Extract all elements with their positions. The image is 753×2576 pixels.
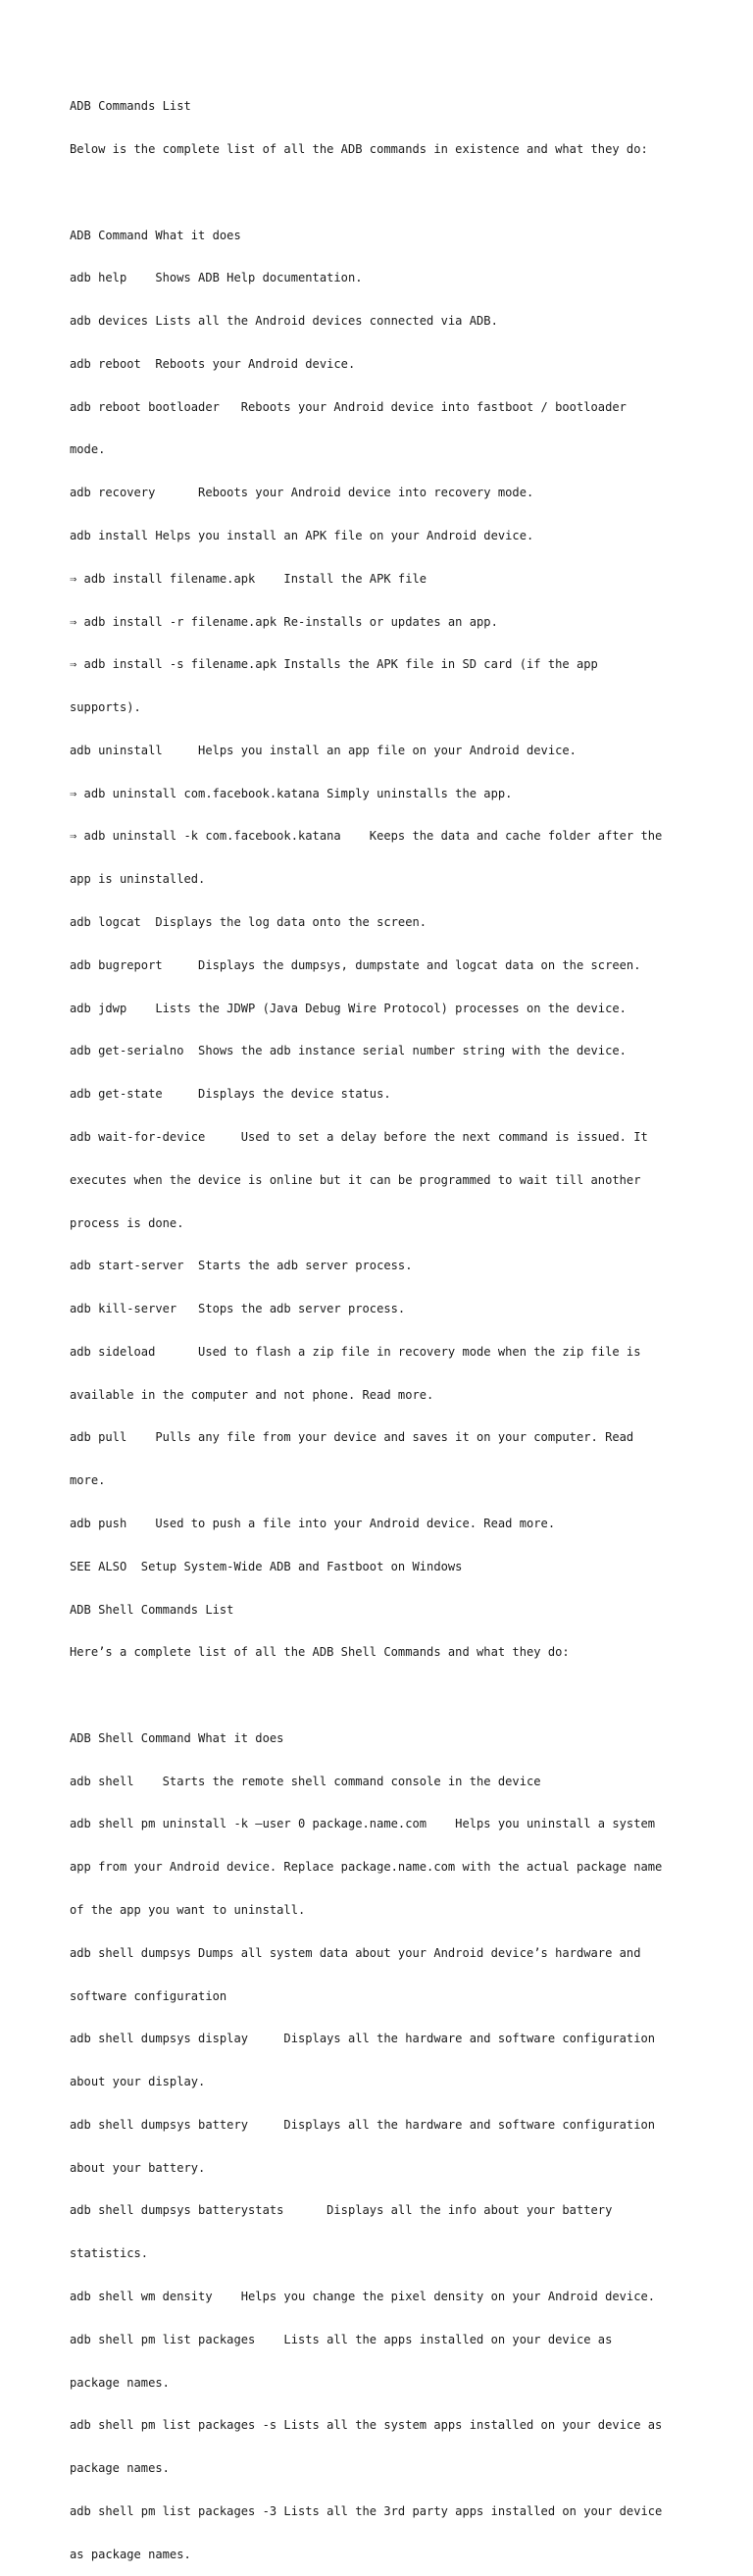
command-line: adb shell dumpsys batterystats Displays all the info about your battery — [70, 2203, 613, 2218]
command-line-continued: package names. — [70, 2375, 170, 2390]
command-line: adb shell dumpsys Dumps all system data about your Android device’s hardware and — [70, 1945, 641, 1960]
table-header: ADB Shell Command What it does — [70, 1730, 284, 1745]
command-line: adb shell pm list packages -s Lists all the system apps installed on your device as — [70, 2418, 663, 2433]
command-line-continued: supports). — [70, 700, 141, 715]
table-header: ADB Command What it does — [70, 228, 241, 242]
command-line: adb shell wm density Helps you change the pixel density on your Android device. — [70, 2290, 656, 2304]
command-line: adb shell pm uninstall -k –user 0 package.name.com Helps you uninstall a system — [70, 1817, 656, 1831]
command-line-continued: process is done. — [70, 1215, 184, 1230]
command-line: adb recovery Reboots your Android device into recovery mode. — [70, 486, 534, 500]
command-line-continued: more. — [70, 1473, 106, 1488]
command-line: ⇒ adb install filename.apk Install the APK file — [70, 571, 427, 586]
blank-line — [70, 185, 697, 200]
command-line: adb help Shows ADB Help documentation. — [70, 271, 363, 285]
command-line: adb shell Starts the remote shell command console in the device — [70, 1774, 541, 1788]
command-line: adb uninstall Helps you install an app file on your Android device. — [70, 743, 577, 757]
command-line: adb shell pm list packages -3 Lists all the 3rd party apps installed on your device — [70, 2503, 663, 2518]
doc-title: ADB Commands List — [70, 99, 191, 114]
command-line-continued: available in the computer and not phone. Read more. — [70, 1387, 434, 1402]
command-line-continued: app is uninstalled. — [70, 872, 206, 887]
command-line: adb get-serialno Shows the adb instance serial number string with the device. — [70, 1044, 627, 1058]
command-line-continued: as package names. — [70, 2547, 191, 2561]
command-line: adb logcat Displays the log data onto the screen. — [70, 915, 427, 930]
command-line: adb shell dumpsys battery Displays all the hardware and software configuration — [70, 2117, 656, 2132]
command-line-continued: about your battery. — [70, 2160, 206, 2175]
command-line: adb devices Lists all the Android devices connected via ADB. — [70, 314, 498, 329]
command-line: ⇒ adb install -s filename.apk Installs the APK file in SD card (if the app — [70, 657, 598, 672]
command-line-continued: about your display. — [70, 2075, 206, 2089]
command-line: adb jdwp Lists the JDWP (Java Debug Wire Protocol) processes on the device. — [70, 1001, 627, 1015]
command-line-continued: app from your Android device. Replace package.name.com with the actual package name — [70, 1860, 663, 1875]
command-line: adb start-server Starts the adb server process. — [70, 1259, 413, 1273]
command-line: adb pull Pulls any file from your device and saves it on your computer. Read — [70, 1430, 634, 1445]
command-line: adb kill-server Stops the adb server process. — [70, 1302, 406, 1316]
command-line: adb reboot bootloader Reboots your Android device into fastboot / bootloader — [70, 399, 627, 414]
command-line: adb shell pm list packages Lists all the apps installed on your device as — [70, 2332, 613, 2346]
command-line: adb sideload Used to flash a zip file in recovery mode when the zip file is — [70, 1344, 641, 1359]
command-line: adb reboot Reboots your Android device. — [70, 356, 356, 371]
command-line-continued: executes when the device is online but it can be programmed to wait till another — [70, 1172, 641, 1187]
blank-line — [70, 1688, 697, 1703]
command-line: adb push Used to push a file into your Android device. Read more. — [70, 1516, 556, 1530]
command-line-continued: software configuration — [70, 1988, 227, 2003]
command-line-continued: mode. — [70, 442, 106, 457]
command-line: adb shell dumpsys display Displays all the hardware and software configuration — [70, 2032, 656, 2046]
doc-intro: Below is the complete list of all the ADB commands in existence and what they do: — [70, 141, 648, 156]
command-line: adb wait-for-device Used to set a delay before the next command is issued. It — [70, 1129, 648, 1144]
command-line-continued: statistics. — [70, 2246, 149, 2261]
command-line: adb get-state Displays the device status. — [70, 1087, 391, 1102]
command-line: adb bugreport Displays the dumpsys, dumpstate and logcat data on the screen. — [70, 957, 641, 972]
document-page — [70, 71, 697, 2576]
command-line: ⇒ adb uninstall com.facebook.katana Simply uninstalls the app. — [70, 786, 513, 800]
command-line-continued: of the app you want to uninstall. — [70, 1903, 306, 1917]
command-line: adb install Helps you install an APK file on your Android device. — [70, 529, 534, 542]
section-title: ADB Shell Commands List — [70, 1602, 234, 1617]
command-line-continued: package names. — [70, 2461, 170, 2476]
command-line: ⇒ adb uninstall -k com.facebook.katana Keeps the data and cache folder after the — [70, 829, 663, 844]
see-also-line: SEE ALSO Setup System-Wide ADB and Fastboot on Windows — [70, 1559, 463, 1573]
command-line: ⇒ adb install -r filename.apk Re-installs or updates an app. — [70, 614, 498, 629]
section-intro: Here’s a complete list of all the ADB Shell Commands and what they do: — [70, 1645, 570, 1660]
